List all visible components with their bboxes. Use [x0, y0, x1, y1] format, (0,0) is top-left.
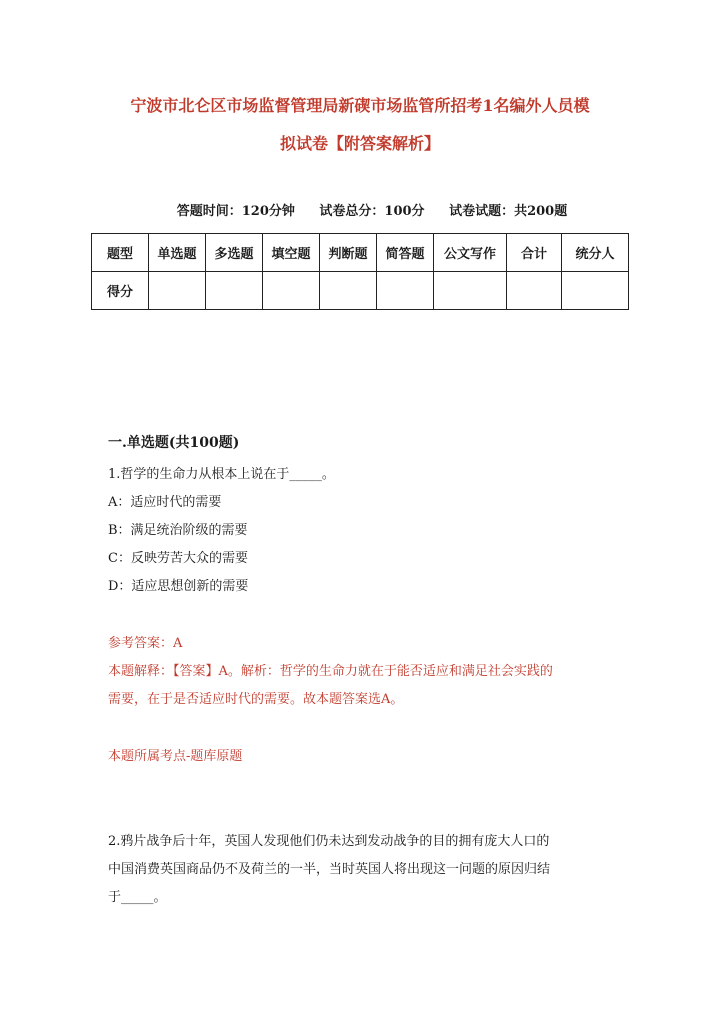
score-header-judge: 判断题	[320, 234, 377, 272]
exam-time: 答题时间：120分钟	[176, 204, 295, 219]
score-header-scorer: 统分人	[562, 234, 629, 272]
score-header-total: 合计	[507, 234, 562, 272]
exam-meta	[92, 200, 652, 219]
score-header-short: 简答题	[377, 234, 434, 272]
question-1-explanation-line-2: 需要，在于是否适应时代的需要。故本题答案选A。	[108, 692, 404, 707]
score-table-score-row	[92, 272, 629, 310]
question-1-option-b: B：满足统治阶级的需要	[108, 523, 248, 538]
score-cell	[434, 272, 507, 310]
question-1-option-a: A：适应时代的需要	[108, 495, 222, 510]
question-1-explanation-line-1: 本题解释：【答案】A。解析：哲学的生命力就在于能否适应和满足社会实践的	[108, 664, 553, 679]
score-cell	[206, 272, 263, 310]
exam-question-count: 试卷试题：共200题	[449, 204, 568, 219]
score-cell	[377, 272, 434, 310]
question-1-source: 本题所属考点-题库原题	[108, 749, 243, 764]
exam-total-score: 试卷总分：100分	[319, 204, 425, 219]
question-1-stem: 1.哲学的生命力从根本上说在于_____。	[108, 467, 335, 482]
exam-title-line-1: 宁波市北仑区市场监督管理局新碶市场监管所招考1名编外人员模	[130, 96, 590, 115]
question-1-option-d: D：适应思想创新的需要	[108, 579, 249, 594]
question-1-option-c: C：反映劳苦大众的需要	[108, 551, 248, 566]
section-heading-single-choice: 一.单选题(共100题)	[108, 435, 240, 451]
question-2-stem-line-3: 于_____。	[108, 890, 167, 905]
score-header-type: 题型	[92, 234, 149, 272]
score-header-writing: 公文写作	[434, 234, 507, 272]
score-table-header-row	[92, 234, 629, 272]
score-cell	[263, 272, 320, 310]
exam-title-line-2: 拟试卷【附答案解析】	[279, 134, 440, 153]
question-1-answer: 参考答案：A	[108, 636, 183, 651]
score-cell	[320, 272, 377, 310]
score-header-fill: 填空题	[263, 234, 320, 272]
score-table	[91, 233, 629, 310]
question-2-stem-line-1: 2.鸦片战争后十年，英国人发现他们仍未达到发动战争的目的拥有庞大人口的	[108, 834, 550, 849]
score-header-multi: 多选题	[206, 234, 263, 272]
question-2-stem-line-2: 中国消费英国商品仍不及荷兰的一半，当时英国人将出现这一问题的原因归结	[108, 862, 551, 877]
score-header-single: 单选题	[149, 234, 206, 272]
score-cell	[562, 272, 629, 310]
score-cell	[149, 272, 206, 310]
score-cell	[507, 272, 562, 310]
score-row-label: 得分	[92, 272, 149, 310]
